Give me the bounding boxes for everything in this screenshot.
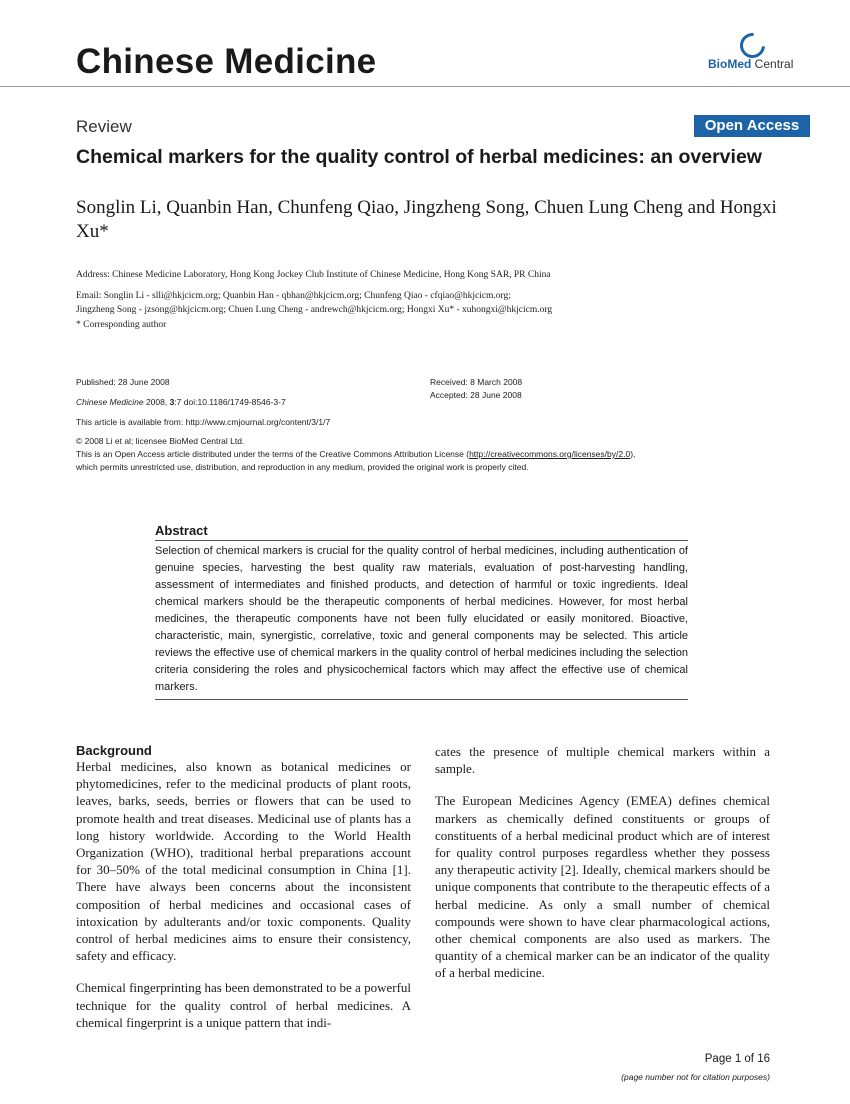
email-line-2: Jingzheng Song - jzsong@hkjcicm.org; Chuen Lung Cheng - andrewch@hkjcicm.org; Hongxi Xu* - xuhongxi@hkjcicm.org bbox=[76, 305, 553, 315]
open-access-badge: Open Access bbox=[694, 115, 810, 137]
publisher-central: Central bbox=[751, 57, 794, 71]
page-number: Page 1 of 16 bbox=[704, 1053, 770, 1065]
article-type: Review bbox=[76, 117, 132, 136]
publisher-bio: BioMed bbox=[708, 57, 752, 71]
journal-title: Chinese Medicine bbox=[76, 42, 377, 81]
article-url[interactable]: This article is available from: http://www.cmjournal.org/content/3/1/7 bbox=[76, 417, 331, 427]
abstract-text: Selection of chemical markers is crucial for the quality control of herbal medicines, including authentication of genuine species, harvesting the best quality raw materials, evaluation of post-harvesting handling, assessment of intermediates and finished products, and detection of harmful or toxic ingredients. Ideal chemical markers should be the therapeutic components of herbal medicines. However, for most herbal medicines, the therapeutic components have not been fully elucidated or easily monitored. Bioactive, characteristic, main, synergistic, correlative, toxic and general components may be selected. This article reviews the effective use of chemical markers in the quality control of herbal medicines including the selection criteria considering the roles and physicochemical factors which may affect the effective use of chemical markers. bbox=[155, 545, 688, 693]
citation-journal: Chinese Medicine bbox=[76, 397, 144, 407]
citation-doi: :7 doi:10.1186/1749-8546-3-7 bbox=[174, 397, 286, 407]
right-column bbox=[435, 743, 770, 997]
received-date: Received: 8 March 2008 bbox=[430, 377, 523, 387]
header-divider bbox=[0, 86, 850, 87]
license-link[interactable]: http://creativecommons.org/licenses/by/2.0 bbox=[469, 449, 631, 459]
citation-year: 2008, bbox=[143, 397, 170, 407]
abstract-top-rule bbox=[155, 540, 688, 541]
body-paragraph: Herbal medicines, also known as botanical medicines or phytomedicines, refer to the medicinal products of plant roots, leaves, barks, seeds, berries or flowers that can be used to promote health and treat diseases. Medicinal use of plants has a long history worldwide. According to the World Health Organization (WHO), traditional herbal preparations account for 30–50% of the total medicinal consumption in China [1]. There have always been concerns about the inconsistent composition of herbal medicines and occasional cases of intoxication by adulterants and/or toxic components. Quality control of herbal medicines aims to ensure their consistency, safety and efficacy. bbox=[76, 759, 411, 964]
email-line-1: Email: Songlin Li - slli@hkjcicm.org; Quanbin Han - qbhan@hkjcicm.org; Chunfeng Qiao - cfqiao@hkjcicm.org; bbox=[76, 291, 511, 301]
body-paragraph: The European Medicines Agency (EMEA) defines chemical markers as chemically defined constituents or groups of constituents of a herbal medicinal product which are of interest for quality control purposes regardless whether they possess any therapeutic activity [2]. Ideally, chemical markers should be unique components that contribute to the therapeutic effects of a herbal medicine. As only a small number of chemical compounds were shown to have clear pharmacological actions, other chemical components are also used as markers. The quantity of a chemical marker can be an indicator of the quality of a herbal medicine. bbox=[435, 793, 770, 981]
article-title: Chemical markers for the quality control of herbal medicines: an overview bbox=[76, 146, 762, 168]
license-text: This is an Open Access article distributed under the terms of the Creative Commons Attribution License ( bbox=[76, 449, 470, 459]
address: Address: Chinese Medicine Laboratory, Hong Kong Jockey Club Institute of Chinese Medicine, Hong Kong SAR, PR China bbox=[76, 270, 551, 280]
abstract-bottom-rule bbox=[155, 699, 688, 700]
corresponding-author: * Corresponding author bbox=[76, 320, 167, 330]
copyright: © 2008 Li et al; licensee BioMed Central Ltd. bbox=[76, 436, 245, 446]
biomed-central-logo bbox=[706, 33, 810, 75]
body-paragraph: Chemical fingerprinting has been demonstrated to be a powerful technique for the quality control of herbal medicines. A chemical fingerprint is a unique pattern that indi- bbox=[76, 980, 412, 1030]
citation bbox=[76, 395, 286, 410]
license-line-2: which permits unrestricted use, distribution, and reproduction in any medium, provided the original work is properly cited. bbox=[76, 462, 529, 472]
license-close: ), bbox=[630, 449, 636, 459]
page-number-note: (page number not for citation purposes) bbox=[621, 1072, 770, 1082]
accepted-date: Accepted: 28 June 2008 bbox=[430, 390, 522, 400]
section-heading-background: Background bbox=[76, 743, 152, 758]
author-list: Songlin Li, Quanbin Han, Chunfeng Qiao, Jingzheng Song, Chuen Lung Cheng and Hongxi Xu* bbox=[76, 197, 777, 242]
abstract-heading: Abstract bbox=[155, 523, 208, 538]
body-paragraph: cates the presence of multiple chemical markers within a sample. bbox=[435, 744, 770, 777]
publisher-name bbox=[708, 57, 793, 71]
left-column bbox=[76, 758, 411, 1046]
citation-volume: 3 bbox=[169, 397, 175, 407]
published-date: Published: 28 June 2008 bbox=[76, 377, 170, 387]
